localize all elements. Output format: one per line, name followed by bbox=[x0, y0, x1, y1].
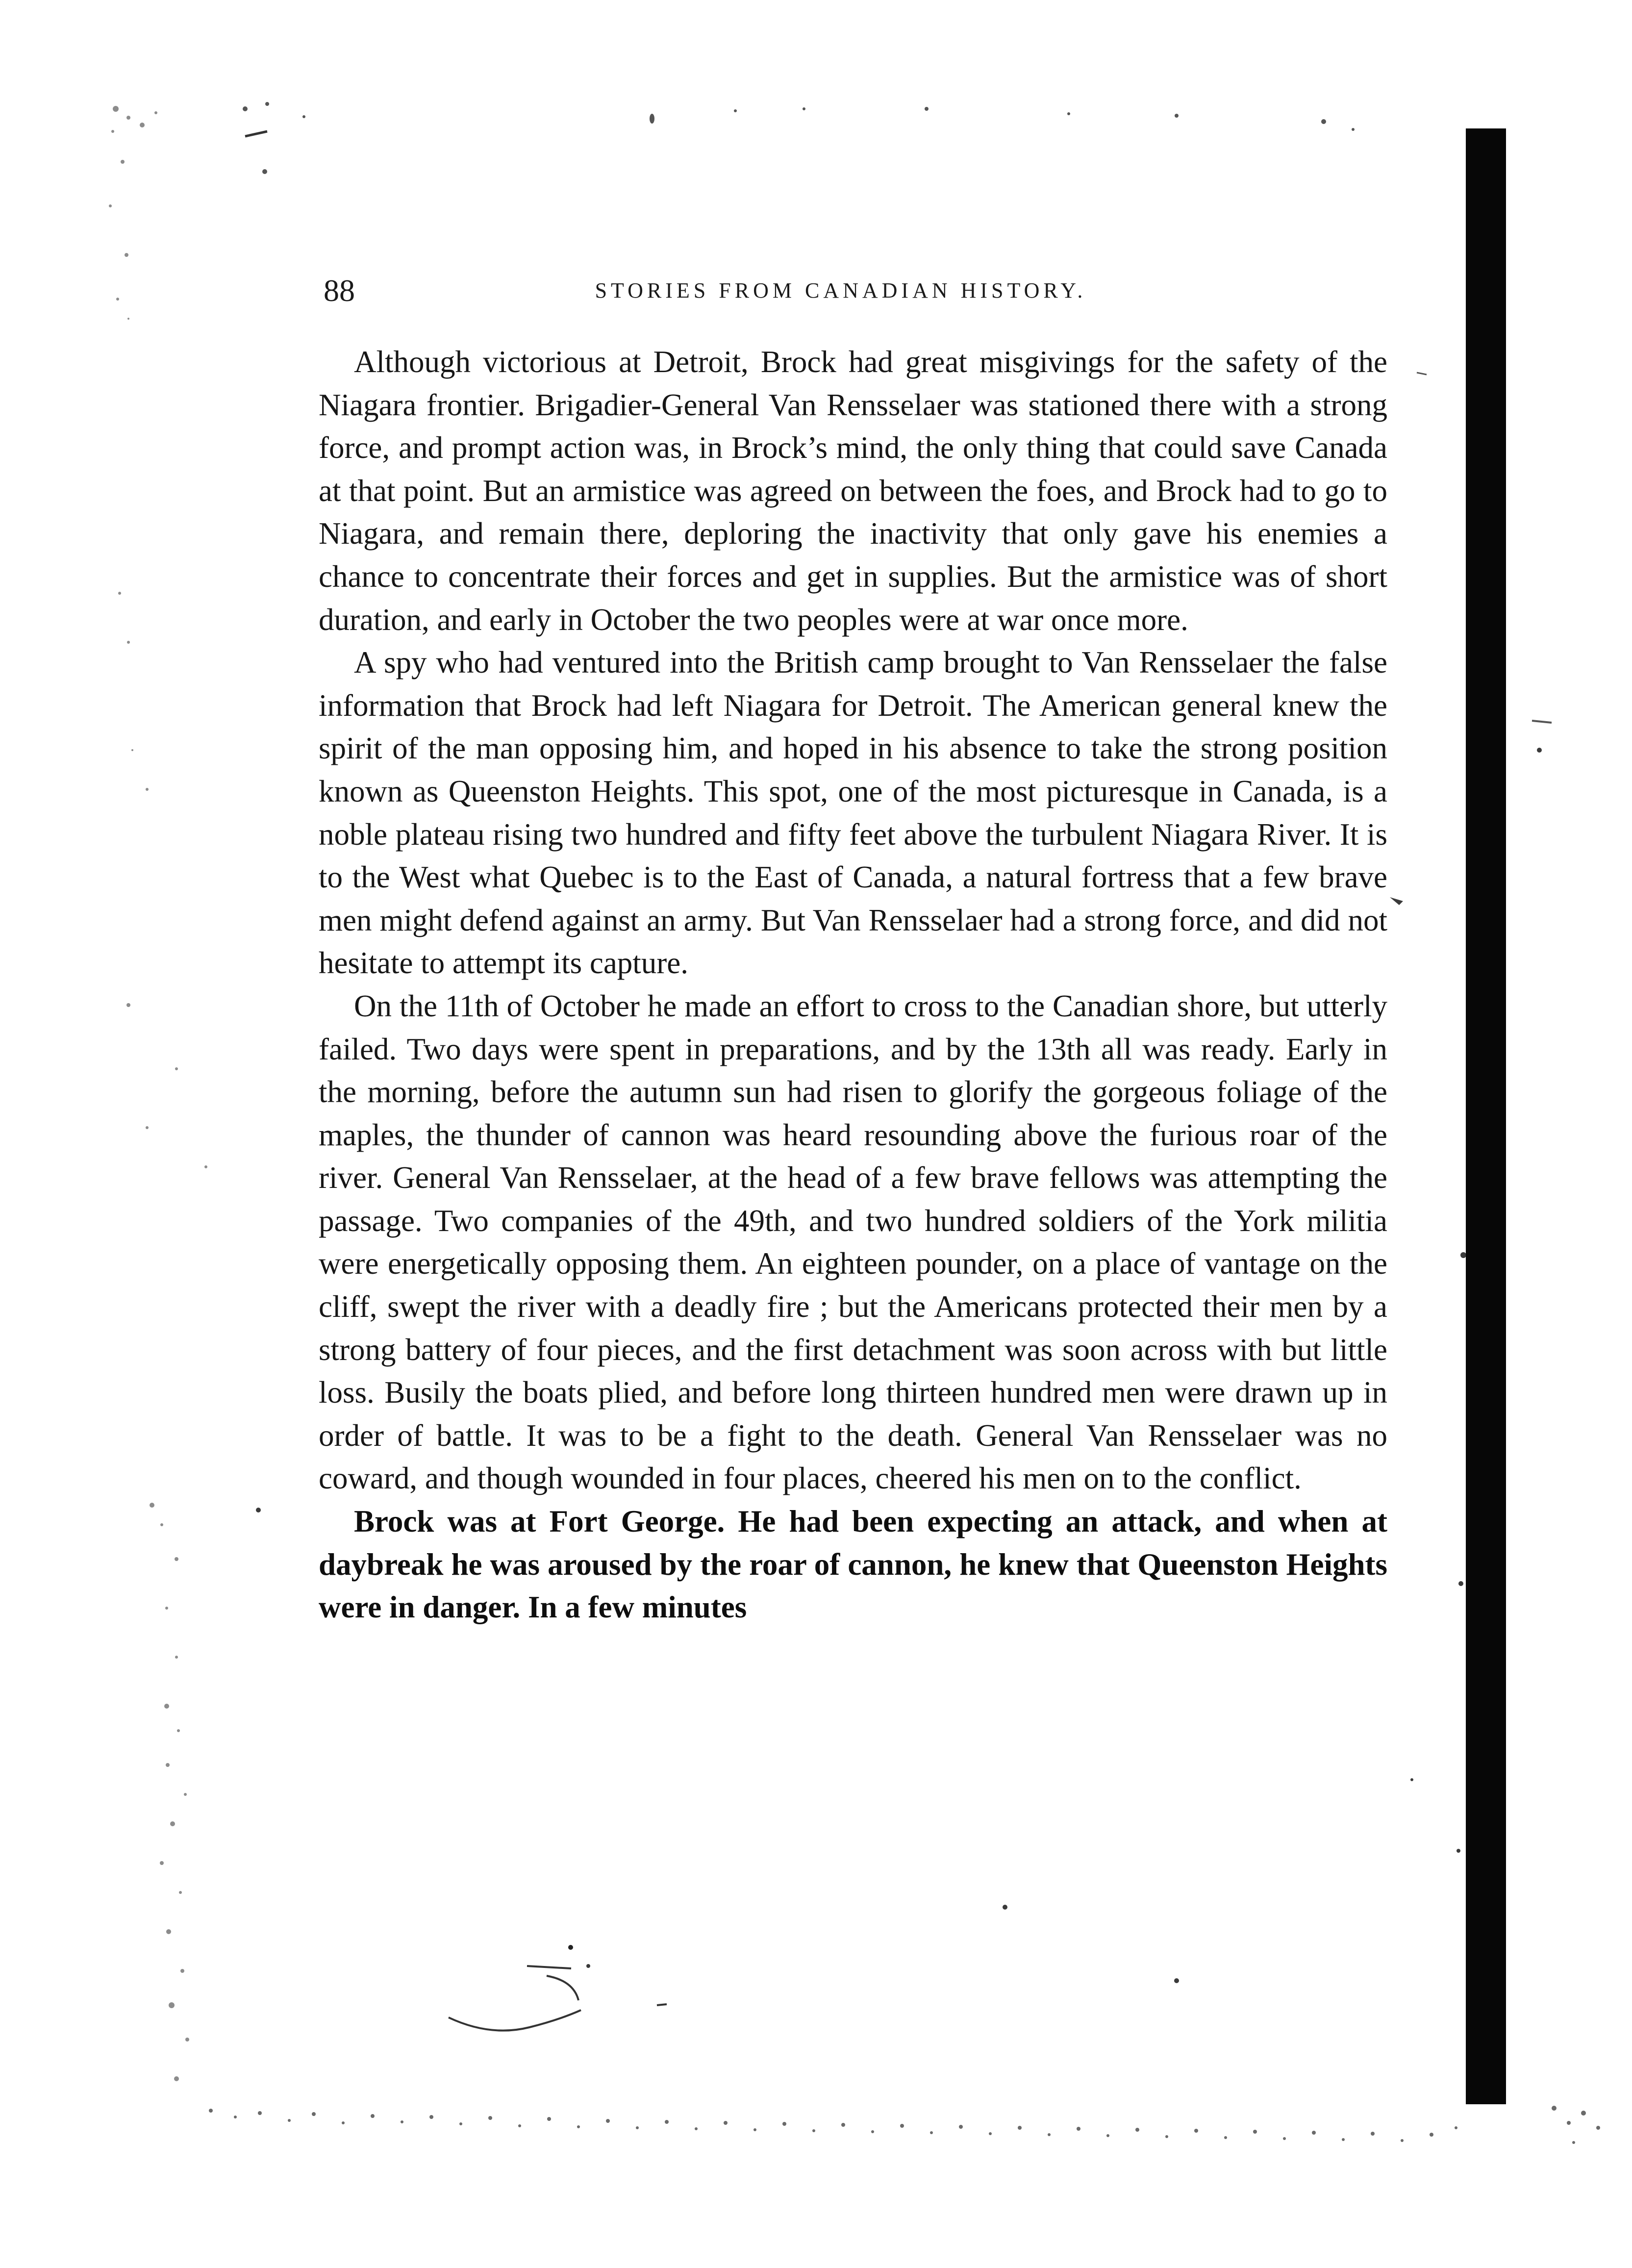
top-edge-scratch bbox=[245, 131, 267, 136]
running-header bbox=[324, 269, 1387, 313]
paragraph-3: On the 11th of October he made an effort to cross to the Canadian shore, but utterly failed. Two days were spent in preparations, and by the 13th all was ready. Early in the morning, before the autumn sun had risen to glorify the gorgeous foliage of the maples, the thunder of cannon was heard resounding above the furious roar of the river. General Van Rensselaer, at the head of a few brave fellows was attempting the passage. Two companies of the 49th, and two hundred soldiers of the York militia were energetically opposing them. An eighteen pounder, on a place of vantage on the cliff, swept the river with a deadly fire ; but the Americans protected their men by a strong battery of four pieces, and the first detachment was soon across with but little loss. Busily the boats plied, and before long thirteen hundred men were drawn up in order of battle. It was to be a fight to the death. General Van Rensselaer was no coward, and though wounded in four places, cheered his men on to the conflict. bbox=[319, 988, 1387, 1496]
binding-shadow-bar bbox=[1466, 128, 1506, 2104]
left-edge-speckles bbox=[109, 106, 207, 2081]
squiggle-dot bbox=[568, 1945, 573, 1950]
body-text bbox=[319, 341, 1387, 1629]
page-number: 88 bbox=[324, 273, 355, 308]
bottom-edge-stipple bbox=[209, 2106, 1600, 2144]
running-title: STORIES FROM CANADIAN HISTORY. bbox=[595, 278, 1087, 302]
paragraph-2: A spy who had ventured into the British camp brought to Van Rensselaer the false information that Brock had left Niagara for Detroit. The American general knew the spirit of the man opposing him, and hoped in his absence to take the strong position known as Queenston Heights. This spot, one of the most picturesque in Canada, is a noble plateau rising two hundred and fifty feet above the turbulent Niagara River. It is to the West what Quebec is to the East of Canada, a natural fortress that a few brave men might defend against an army. But Van Rensselaer had a strong force, and did not hesitate to attempt its capture. bbox=[319, 645, 1387, 981]
pencil-squiggle bbox=[449, 1966, 581, 2031]
top-edge-specks bbox=[243, 102, 1355, 174]
paragraph-4: Brock was at Fort George. He had been expecting an attack, and when at daybreak he was aroused by the roar of cannon, he knew that Queenston Heights were in danger. In a few minutes bbox=[319, 1504, 1387, 1625]
paragraph-1: Although victorious at Detroit, Brock had great misgivings for the safety of the Niagara frontier. Brigadier-General Van Rensselaer was stationed there with a strong force, and prompt action was, in Brock’s mind, the only thing that could save Canada at that point. But an armistice was agreed on between the foes, and Brock had to go to Niagara, and remain there, deploring the inactivity that only gave his enemies a chance to concentrate their forces and get in supplies. But the armistice was of short duration, and early in October the two peoples were at war once more. bbox=[319, 345, 1387, 637]
